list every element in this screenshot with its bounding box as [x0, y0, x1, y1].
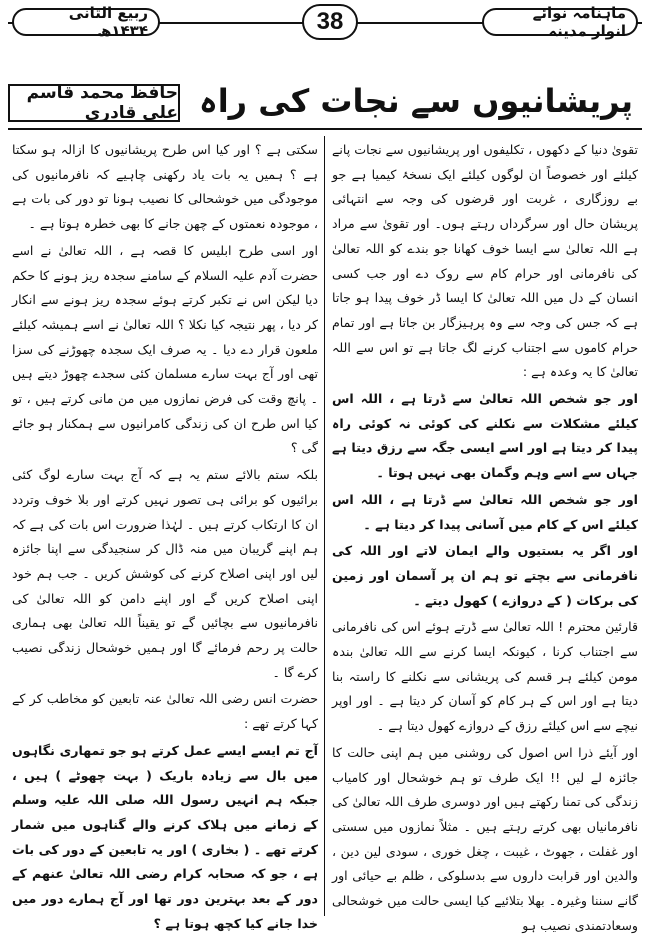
paragraph: تقویٰ دنیا کے دکھوں ، تکلیفوں اور پریشانیوں سے نجات پانے کیلئے اور خصوصاً ان لوگوں کیلئے ایک نسخۂ کیمیا ہے جو بے روزگاری ، غربت اور قرضوں کی وجہ سے انتہائی پریشان حال اور سرگرداں رہتے ہوں۔ اور تقویٰ سے مراد ہے اللہ تعالیٰ سے ایسا خوف کھانا جو بندے کو اللہ تعالیٰ کی نافرمانی اور حرام کام سے روک دے اور جب کسی انسان کے دل میں اللہ تعالیٰ کا ایسا ڈر خوف پیدا ہو جاتا ہے کہ جس کی وجہ سے وہ پرہیزگار بن جاتا ہے اور تمام حرام کاموں سے اجتناب کرنے لگ جاتا ہے تو اس سے اللہ تعالیٰ کا یہ وعدہ ہے : — [332, 142, 638, 380]
left-column — [12, 138, 318, 931]
paragraph: حضرت انس رضی اللہ تعالیٰ عنہ تابعین کو مخاطب کر کے کہا کرتے تھے : — [12, 691, 318, 732]
magazine-name: ماہنامہ نوائے انوار مدینہ — [482, 8, 638, 36]
paragraph: اور اسی طرح ابلیس کا قصہ ہے ، اللہ تعالیٰ نے اسے حضرت آدم علیہ السلام کے سامنے سجدہ ریز ہونے کا حکم دیا لیکن اس نے تکبر کرتے ہوئے سجدہ ریز ہونے سے انکار کر دیا ، پھر نتیجہ کیا نکلا ؟ اللہ تعالیٰ نے اسے ہمیشہ کیلئے ملعون قرار دے دیا ۔ یہ صرف ایک سجدہ چھوڑنے کی سزا تھی اور آج بہت سارے مسلمان کئی سجدے چھوڑ دیتے ہیں ۔ پانچ وقت کی فرض نمازوں میں من مانی کرتے ہیں ، تو کیا اس طرح ان کی زندگی کامرانیوں سے ہمکنار ہو جائے گی ؟ — [12, 242, 318, 456]
right-column — [332, 138, 638, 933]
title-rule — [8, 128, 642, 130]
page-number: 38 — [302, 4, 358, 40]
paragraph: بلکہ ستم بالائے ستم یہ ہے کہ آج بہت سارے لوگ کئی برائیوں کو برائی ہی تصور نہیں کرتے اور بلا خوف وتردد ان کا ارتکاب کرتے ہیں ۔ لہٰذا ضرورت اس بات کی ہے کہ ہم اپنے گریبان میں منہ ڈال کر سنجیدگی سے اپنا جائزہ لیں اور اپنی اصلاح کرنے کی کوشش کریں ۔ جب ہم خود اپنی اصلاح کریں گے اور اپنے دامن کو اللہ تعالیٰ کی نافرمانیوں سے بچائیں گے تو یقیناً اللہ تعالیٰ بھی ہماری حالت پر رحم فرمائے گا اور ہمیں خوشحال زندگی نصیب کرے گا ۔ — [12, 467, 318, 680]
paragraph: سکتی ہے ؟ اور کیا اس طرح پریشانیوں کا ازالہ ہو سکتا ہے ؟ ہمیں یہ بات یاد رکھنی چاہیے کہ نافرمانیوں کی موجودگی میں خوشحالی کا نصیب ہونا تو دور کی بات ہے ، موجودہ نعمتوں کے چھن جانے کا بھی خطرہ ہوتا ہے ۔ — [12, 142, 318, 232]
issue-date: ربیع الثانی ۱۴۳۴ھ — [12, 8, 160, 36]
paragraph: قارئین محترم ! اللہ تعالیٰ سے ڈرتے ہوئے اس کی نافرمانی سے اجتناب کرنا ، کیونکہ ایسا کرنے سے اللہ تعالیٰ بندہ مومن کیلئے ہر قسم کی پریشانی سے نکلنے کا راستہ بنا دیتا ہے اور اس کے ہر کام کو آسان کر دیتا ہے ۔ اور اوپر نیچے سے اس کیلئے رزق کے دروازے کھول دیتا ہے ۔ — [332, 619, 638, 734]
paragraph: اور آیئے ذرا اس اصول کی روشنی میں ہم اپنی حالت کا جائزہ لے لیں !! ایک طرف تو ہم خوشحال اور کامیاب زندگی کی تمنا رکھتے ہیں اور دوسری طرف اللہ تعالیٰ کی نافرمانیاں بھی کرتے رہتے ہیں ۔ مثلاً نمازوں میں سستی اور غفلت ، جھوٹ ، غیبت ، چغل خوری ، سودی لین دین ، والدین اور قرابت داروں سے بدسلوکی ، ظلم بے حیائی اور گانے سننا وغیرہ۔ بھلا بتلائیے کیا ایسی حالت میں خوشحالی وسعادتمندی نصیب ہو — [332, 744, 638, 933]
quote-paragraph: اور جو شخص اللہ تعالیٰ سے ڈرتا ہے ، اللہ اس کیلئے مشکلات سے نکلنے کی کوئی نہ کوئی راہ پیدا کر دیتا ہے اور اسے ایسی جگہ سے رزق دیتا ہے جہاں سے اسے وہم وگمان بھی نہیں ہوتا ۔ — [332, 391, 638, 481]
page-header — [8, 4, 642, 42]
quote-paragraph: اور اگر یہ بستیوں والے ایمان لاتے اور اللہ کی نافرمانی سے بچتے تو ہم ان پر آسمان اور زمین کی برکات ( کے دروازے ) کھول دیتے ۔ — [332, 543, 638, 608]
article-heading — [8, 76, 642, 126]
quote-paragraph: اور جو شخص اللہ تعالیٰ سے ڈرتا ہے ، اللہ اس کیلئے اس کے کام میں آسانی پیدا کر دیتا ہے ۔ — [332, 491, 638, 532]
quote-paragraph: آج تم ایسے ایسے عمل کرتے ہو جو تمھاری نگاہوں میں بال سے زیادہ باریک ( بہت چھوٹے ) ہیں ، جبکہ ہم انہیں رسول اللہ صلی اللہ علیہ وسلم کے زمانے میں ہلاک کرنے والے گناہوں میں شمار کرتے تھے ۔ ( بخاری ) اور یہ تابعین کے دور کی بات ہے ، جو کہ صحابہ کرام رضی اللہ تعالیٰ عنھم کے دور کے بعد بہترین دور تھا اور آج ہمارے دور میں خدا جانے کیا کچھ ہوتا ہے ؟ — [12, 742, 318, 931]
column-divider — [324, 136, 325, 916]
article-title: پریشانیوں سے نجات کی راہ — [198, 82, 634, 120]
author-name: حافظ محمد قاسم علی قادری — [8, 84, 180, 122]
